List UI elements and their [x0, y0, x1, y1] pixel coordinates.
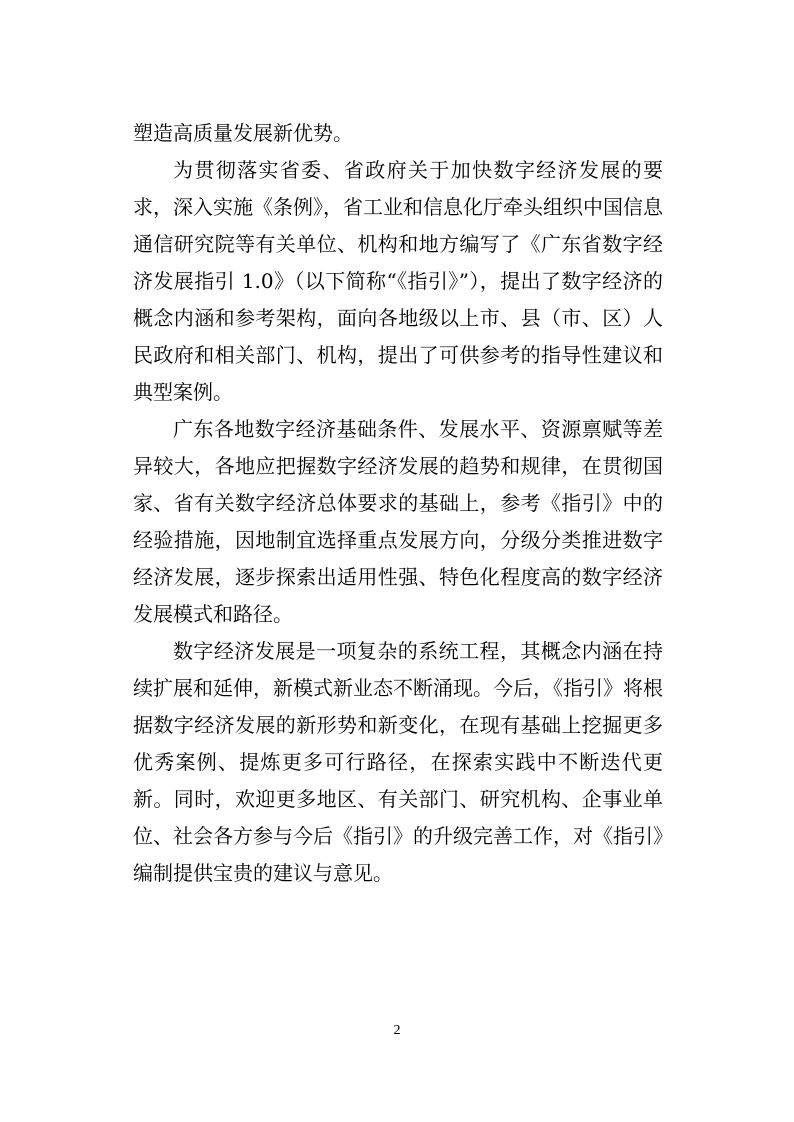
document-body: [133, 115, 663, 892]
paragraph-1: 塑造高质量发展新优势。: [133, 121, 353, 145]
paragraph-4: 数字经济发展是一项复杂的系统工程，其概念内涵在持续扩展和延伸，新模式新业态不断涌现。今后，《指引》将根据数字经济发展的新形势和新变化，在现有基础上挖掘更多优秀案例、提炼更多可行路径，在探索实践中不断迭代更新。同时，欢迎更多地区、有关部门、研究机构、企事业单位、社会各方参与今后《指引》的升级完善工作，对《指引》编制提供宝贵的建议与意见。: [133, 639, 663, 885]
paragraph-2: 为贯彻落实省委、省政府关于加快数字经济发展的要求，深入实施《条例》，省工业和信息化厅牵头组织中国信息通信研究院等有关单位、机构和地方编写了《广东省数字经济发展指引 1.0》（以下简称“《指引》”），提出了数字经济的概念内涵和参考架构，面向各地级以上市、县（市、区）人民政府和相关部门、机构，提出了可供参考的指导性建议和典型案例。: [133, 158, 663, 404]
page-number: 2: [393, 1023, 401, 1038]
paragraph-3: 广东各地数字经济基础条件、发展水平、资源禀赋等差异较大，各地应把握数字经济发展的趋势和规律，在贯彻国家、省有关数字经济总体要求的基础上，参考《指引》中的经验措施，因地制宜选择重点发展方向，分级分类推进数字经济发展，逐步探索出适用性强、特色化程度高的数字经济发展模式和路径。: [133, 417, 663, 626]
